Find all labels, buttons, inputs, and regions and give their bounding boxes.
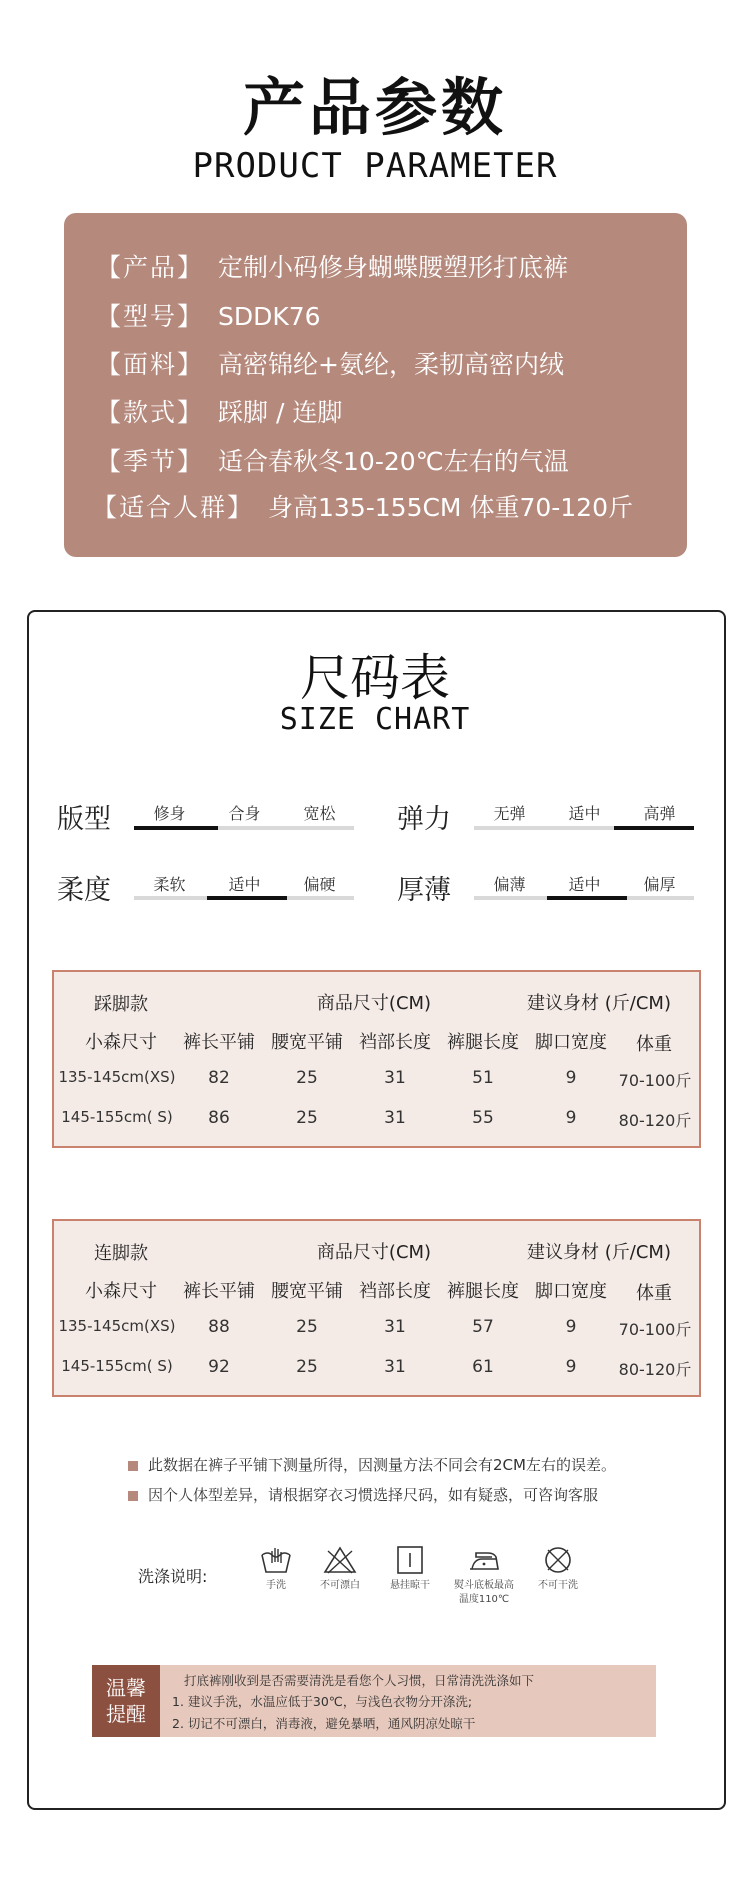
param-row-audience xyxy=(92,488,633,524)
table-cell: 31 xyxy=(384,1317,406,1337)
no-bleach-icon xyxy=(322,1545,358,1575)
param-key: 【适合人群】 xyxy=(92,493,255,522)
table-cell: 55 xyxy=(472,1108,494,1128)
table-cell: 80-120斤 xyxy=(618,1111,692,1130)
table-group-header: 商品尺寸(CM) xyxy=(316,993,432,1014)
wash-caption: 手洗 xyxy=(266,1580,286,1591)
attr-label-softness: 柔度 xyxy=(57,875,111,906)
table-cell: 51 xyxy=(472,1068,494,1088)
table-cell: 9 xyxy=(565,1108,577,1128)
table-col-header: 腰宽平铺 xyxy=(271,1032,343,1053)
table-style-name: 连脚款 xyxy=(94,1243,148,1264)
table-cell: 145-155cm( S) xyxy=(61,1108,173,1126)
note-body-type xyxy=(128,1484,598,1505)
param-row-season xyxy=(96,442,569,478)
attr-selected-marker xyxy=(547,896,627,900)
param-key: 【型号】 xyxy=(96,302,205,331)
size-chart-frame xyxy=(27,610,726,1810)
wash-caption-line: 熨斗底板最高 xyxy=(454,1580,514,1591)
wash-item-no-bleach xyxy=(300,1545,380,1593)
table-cell: 135-145cm(XS) xyxy=(58,1317,176,1335)
table-cell: 9 xyxy=(565,1317,577,1337)
param-value: 适合春秋冬10-20℃左右的气温 xyxy=(218,447,569,476)
table-cell: 86 xyxy=(208,1108,230,1128)
size-table-stirrup xyxy=(52,970,701,1148)
table-cell: 135-145cm(XS) xyxy=(58,1068,176,1086)
table-col-header: 裤腿长度 xyxy=(447,1032,519,1053)
table-cell: 145-155cm( S) xyxy=(61,1357,173,1375)
attr-selected-marker xyxy=(134,826,218,830)
attr-option: 偏厚 xyxy=(643,875,676,894)
no-tumble-dry-icon xyxy=(540,1545,576,1575)
attr-option: 适中 xyxy=(568,875,601,894)
page-subtitle: PRODUCT PARAMETER xyxy=(192,146,558,186)
table-col-header: 腰宽平铺 xyxy=(271,1281,343,1302)
wash-caption: 不可漂白 xyxy=(320,1580,360,1591)
table-col-header: 体重 xyxy=(636,1283,672,1304)
product-parameter-panel xyxy=(64,213,687,557)
param-row-style xyxy=(96,393,342,429)
table-col-header: 裤腿长度 xyxy=(447,1281,519,1302)
note-text: 因个人体型差异，请根据穿衣习惯选择尺码，如有疑惑，可咨询客服 xyxy=(148,1486,599,1504)
attr-label-elasticity: 弹力 xyxy=(397,804,451,835)
param-value: 定制小码修身蝴蝶腰塑形打底裤 xyxy=(218,253,569,282)
attr-option: 无弹 xyxy=(493,804,526,823)
hand-wash-icon xyxy=(258,1545,294,1575)
washing-title: 洗涤说明: xyxy=(138,1567,208,1586)
param-row-product xyxy=(96,248,568,284)
table-cell: 57 xyxy=(472,1317,494,1337)
hang-dry-icon xyxy=(392,1545,428,1575)
table-col-header: 小森尺寸 xyxy=(85,1032,157,1053)
wash-caption xyxy=(444,1579,524,1607)
bullet-square-icon xyxy=(128,1461,138,1471)
table-cell: 25 xyxy=(296,1108,318,1128)
iron-icon xyxy=(466,1545,502,1575)
table-group-header: 建议身材 (斤/CM) xyxy=(527,993,671,1014)
table-cell: 70-100斤 xyxy=(618,1320,692,1339)
param-key: 【季节】 xyxy=(96,447,205,476)
reminder-heading-line: 提醒 xyxy=(106,1702,146,1726)
bullet-square-icon xyxy=(128,1491,138,1501)
note-text: 此数据在裤子平铺下测量所得，因测量方法不同会有2CM左右的误差。 xyxy=(148,1456,616,1474)
param-key: 【款式】 xyxy=(96,398,205,427)
reminder-heading-line: 温馨 xyxy=(106,1676,146,1700)
page-title: 产品参数 xyxy=(242,71,507,144)
attr-label-thickness: 厚薄 xyxy=(397,875,451,906)
attr-selected-marker xyxy=(614,826,694,830)
reminder-line: 1. 建议手洗，水温应低于30℃，与浅色衣物分开涤洗; xyxy=(172,1694,473,1709)
attr-option: 适中 xyxy=(228,875,261,894)
table-cell: 92 xyxy=(208,1357,230,1377)
param-value: 高密锦纶+氨纶，柔韧高密内绒 xyxy=(218,350,564,379)
wash-caption: 悬挂晾干 xyxy=(390,1580,430,1591)
attr-option: 宽松 xyxy=(303,804,336,823)
reminder-heading xyxy=(92,1665,160,1737)
wash-item-hang-dry xyxy=(370,1545,450,1593)
table-col-header: 脚口宽度 xyxy=(535,1281,607,1302)
table-cell: 80-120斤 xyxy=(618,1360,692,1379)
attr-selected-marker xyxy=(207,896,287,900)
table-cell: 70-100斤 xyxy=(618,1071,692,1090)
table-col-header: 脚口宽度 xyxy=(535,1032,607,1053)
param-value: 踩脚 / 连脚 xyxy=(218,398,343,427)
attr-option: 高弹 xyxy=(643,804,676,823)
param-row-model xyxy=(96,297,321,333)
wash-item-no-dry-clean xyxy=(518,1545,598,1593)
size-chart-title: 尺码表 xyxy=(300,649,450,707)
table-col-header: 裤长平铺 xyxy=(183,1281,255,1302)
attr-label-fit: 版型 xyxy=(57,804,111,835)
param-key: 【产品】 xyxy=(96,253,205,282)
table-cell: 82 xyxy=(208,1068,230,1088)
table-col-header: 裆部长度 xyxy=(359,1032,431,1053)
wash-caption: 不可干洗 xyxy=(538,1580,578,1591)
table-cell: 31 xyxy=(384,1357,406,1377)
size-table-footed xyxy=(52,1219,701,1397)
table-cell: 25 xyxy=(296,1068,318,1088)
attr-option: 偏硬 xyxy=(303,875,336,894)
size-chart-subtitle: SIZE CHART xyxy=(279,702,471,737)
reminder-line: 2. 切记不可漂白，消毒液，避免暴晒，通风阴凉处晾干 xyxy=(172,1716,476,1731)
table-cell: 25 xyxy=(296,1317,318,1337)
wash-caption-line: 温度110℃ xyxy=(458,1594,510,1605)
table-group-header: 商品尺寸(CM) xyxy=(316,1242,432,1263)
table-cell: 9 xyxy=(565,1068,577,1088)
table-col-header: 裆部长度 xyxy=(359,1281,431,1302)
table-col-header: 裤长平铺 xyxy=(183,1032,255,1053)
table-cell: 61 xyxy=(472,1357,494,1377)
attr-option: 柔软 xyxy=(153,875,186,894)
attr-option: 修身 xyxy=(153,804,186,823)
table-cell: 88 xyxy=(208,1317,230,1337)
attr-option: 合身 xyxy=(228,804,261,823)
param-row-fabric xyxy=(96,345,564,381)
note-measurement xyxy=(128,1454,616,1475)
table-cell: 25 xyxy=(296,1357,318,1377)
param-value: 身高135-155CM 体重70-120斤 xyxy=(268,493,633,522)
table-cell: 31 xyxy=(384,1068,406,1088)
attr-option: 适中 xyxy=(568,804,601,823)
table-style-name: 踩脚款 xyxy=(94,994,148,1015)
reminder-line: 打底裤刚收到是否需要清洗是看您个人习惯，日常清洗洗涤如下 xyxy=(184,1673,535,1688)
attr-option: 偏薄 xyxy=(493,875,526,894)
table-group-header: 建议身材 (斤/CM) xyxy=(527,1242,671,1263)
table-cell: 31 xyxy=(384,1108,406,1128)
table-col-header: 小森尺寸 xyxy=(85,1281,157,1302)
param-value: SDDK76 xyxy=(218,302,321,331)
wash-item-iron xyxy=(444,1545,524,1607)
table-cell: 9 xyxy=(565,1357,577,1377)
table-col-header: 体重 xyxy=(636,1034,672,1055)
param-key: 【面料】 xyxy=(96,350,205,379)
